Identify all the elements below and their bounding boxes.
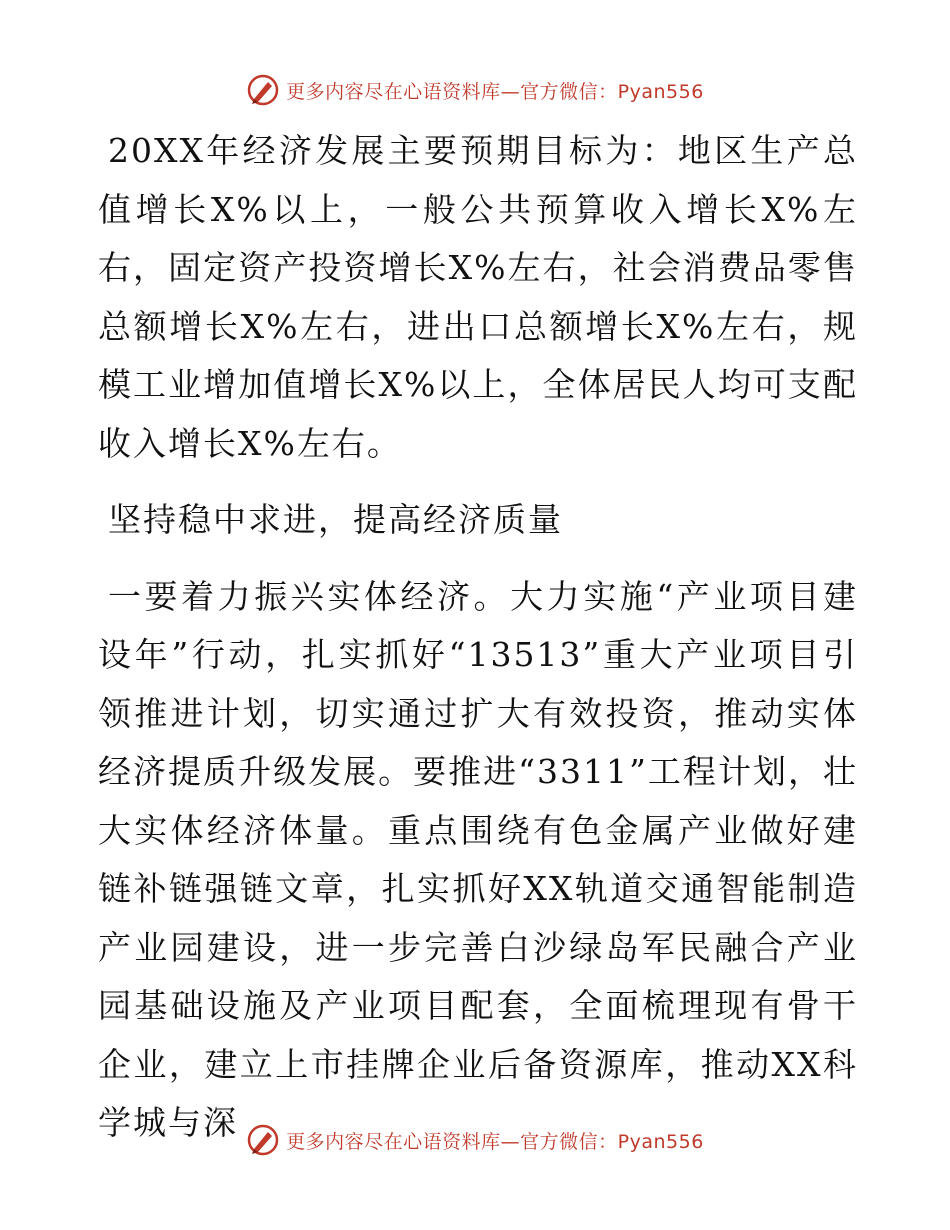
paragraph-targets: 20XX年经济发展主要预期目标为：地区生产总值增长X%以上，一般公共预算收入增长X%左右，固定资产投资增长X%左右，社会消费品零售总额增长X%左右，进出口总额增长X%左右，规模工业增加值增长X%以上，全体居民人均可支配收入增长X%左右。 xyxy=(98,131,858,463)
footer-banner xyxy=(0,1120,950,1160)
footer-banner-text: 更多内容尽在心语资料库—官方微信：Pyan556 xyxy=(286,1130,704,1153)
pen-logo-icon xyxy=(246,1123,280,1157)
header-banner xyxy=(0,70,950,110)
header-banner-text: 更多内容尽在心语资料库—官方微信：Pyan556 xyxy=(286,80,704,103)
document-body xyxy=(98,122,858,1153)
paragraph-real-economy: 一要着力振兴实体经济。大力实施“产业项目建设年”行动，扎实抓好“13513”重大产业项目引领推进计划，切实通过扩大有效投资，推动实体经济提质升级发展。要推进“3311”工程计划，壮大实体经济体量。重点围绕有色金属产业做好建链补链强链文章，扎实抓好XX轨道交通智能制造产业园建设，进一步完善白沙绿岛军民融合产业园基础设施及产业项目配套，全面梳理现有骨干企业，建立上市挂牌企业后备资源库，推动XX科学城与深 xyxy=(98,576,858,1142)
pen-logo-icon xyxy=(246,73,280,107)
section-heading: 坚持稳中求进，提高经济质量 xyxy=(108,500,563,539)
